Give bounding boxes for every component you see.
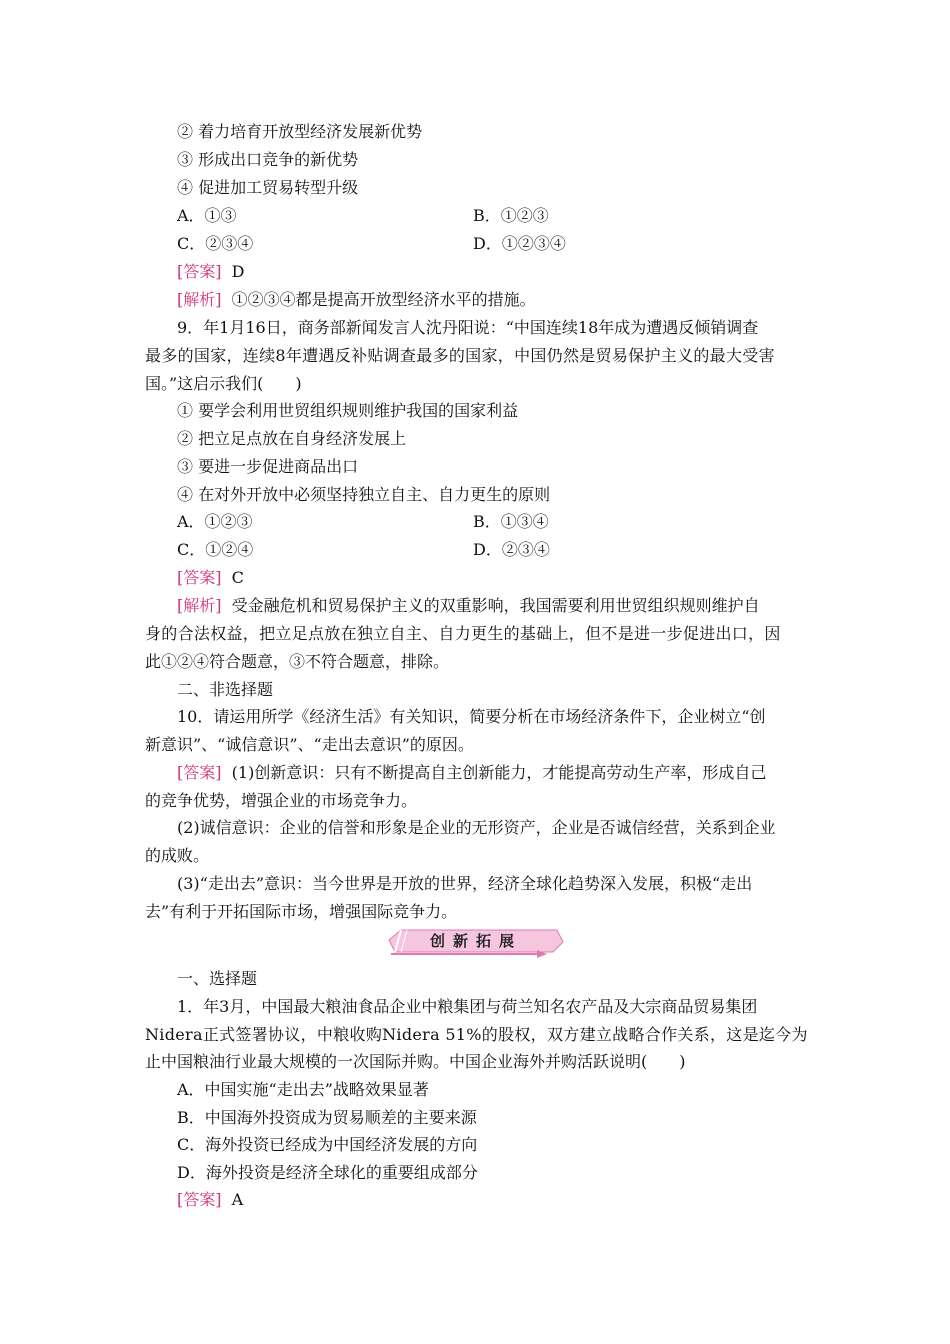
q8-answer (177, 262, 245, 282)
section-heading-choice: 一、选择题 (177, 969, 258, 988)
q8-choice-a: A．①③ (177, 206, 237, 225)
q1-stem-line1: 1．年3月，中国最大粮油食品企业中粮集团与荷兰知名农产品及大宗商品贸易集团 (177, 997, 758, 1016)
q9-option-1: ① 要学会利用世贸组织规则维护我国的国家利益 (177, 401, 519, 420)
section-heading-non-choice: 二、非选择题 (177, 680, 274, 699)
q1-choice-b: B．中国海外投资成为贸易顺差的主要来源 (177, 1108, 477, 1127)
q1-choice-c: C．海外投资已经成为中国经济发展的方向 (177, 1135, 478, 1154)
q9-analysis-line2: 身的合法权益，把立足点放在独立自主、自力更生的基础上，但不是进一步促进出口，因 (145, 624, 781, 643)
answer-value: D (231, 262, 245, 281)
answer-tag: [答案] (177, 262, 222, 281)
analysis-tag: [解析] (177, 596, 222, 615)
q9-choice-b: B．①③④ (473, 512, 549, 531)
q8-option-4: ④ 促进加工贸易转型升级 (177, 178, 359, 197)
q9-answer (177, 568, 244, 588)
q1-choice-a: A．中国实施“走出去”战略效果显著 (177, 1080, 429, 1099)
answer-text: (1)创新意识：只有不断提高自主创新能力，才能提高劳动生产率，形成自己 (231, 763, 767, 782)
q9-option-2: ② 把立足点放在自身经济发展上 (177, 429, 407, 448)
q9-stem-line3: 国。”这启示我们( ) (145, 374, 302, 393)
q1-stem-line3: 止中国粮油行业最大规模的一次国际并购。中国企业海外并购活跃说明( ) (145, 1052, 686, 1071)
q10-answer3-line1: (3)“走出去”意识：当今世界是开放的世界，经济全球化趋势深入发展，积极“走出 (177, 874, 753, 893)
q8-option-3: ③ 形成出口竞争的新优势 (177, 150, 359, 169)
answer-value: A (231, 1190, 244, 1209)
q9-stem-line1: 9．年1月16日，商务部新闻发言人沈丹阳说：“中国连续18年成为遭遇反倾销调查 (177, 318, 759, 337)
q10-stem-line1: 10．请运用所学《经济生活》有关知识，简要分析在市场经济条件下，企业树立“创 (177, 707, 766, 726)
q1-answer (177, 1190, 243, 1210)
banner-title: 创新拓展 (429, 932, 522, 950)
answer-tag: [答案] (177, 763, 222, 782)
analysis-text: 受金融危机和贸易保护主义的双重影响，我国需要利用世贸组织规则维护自 (231, 596, 760, 615)
answer-value: C (231, 568, 244, 587)
q8-choice-b: B．①②③ (473, 206, 549, 225)
q8-choice-c: C．②③④ (177, 234, 254, 253)
answer-tag: [答案] (177, 1190, 222, 1209)
section-banner (387, 928, 565, 958)
q8-option-2: ② 着力培育开放型经济发展新优势 (177, 122, 423, 141)
q10-answer2-line1: (2)诚信意识：企业的信誉和形象是企业的无形资产，企业是否诚信经营，关系到企业 (177, 818, 776, 837)
q1-stem-line2: Nidera正式签署协议，中粮收购Nidera 51%的股权，双方建立战略合作关系，这是迄今为 (145, 1025, 808, 1044)
q9-choice-a: A．①②③ (177, 512, 253, 531)
answer-tag: [答案] (177, 568, 222, 587)
analysis-tag: [解析] (177, 290, 222, 309)
q10-answer3-line2: 去”有利于开拓国际市场，增强国际竞争力。 (145, 902, 458, 921)
q8-analysis (177, 290, 536, 310)
q9-choice-c: C．①②④ (177, 540, 254, 559)
analysis-text: ①②③④都是提高开放型经济水平的措施。 (231, 290, 536, 309)
q8-choice-d: D．①②③④ (473, 234, 566, 253)
q10-stem-line2: 新意识”、“诚信意识”、“走出去意识”的原因。 (145, 735, 474, 754)
q10-answer-line2: 的竞争优势，增强企业的市场竞争力。 (145, 791, 418, 810)
q10-answer2-line2: 的成败。 (145, 846, 210, 865)
q9-option-4: ④ 在对外开放中必须坚持独立自主、自力更生的原则 (177, 485, 551, 504)
q9-stem-line2: 最多的国家，连续8年遭遇反补贴调查最多的国家，中国仍然是贸易保护主义的最大受害 (145, 346, 775, 365)
q9-choice-d: D．②③④ (473, 540, 550, 559)
q1-choice-d: D．海外投资是经济全球化的重要组成部分 (177, 1163, 478, 1182)
q10-answer-line1 (177, 763, 766, 783)
q9-analysis-line1 (177, 596, 760, 616)
q9-option-3: ③ 要进一步促进商品出口 (177, 457, 359, 476)
q9-analysis-line3: 此①②④符合题意，③不符合题意，排除。 (145, 652, 450, 671)
